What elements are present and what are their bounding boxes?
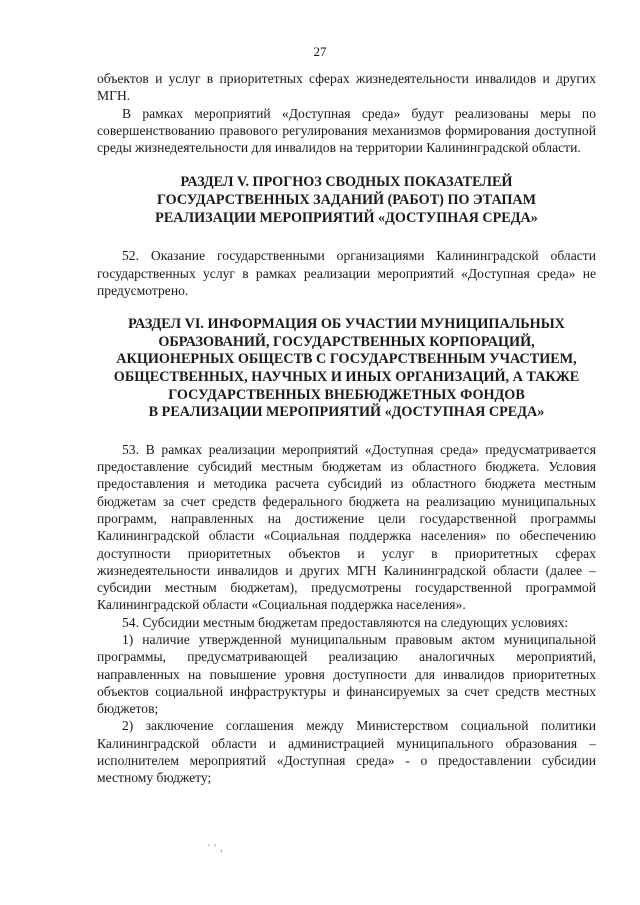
section-6-heading-line: АКЦИОНЕРНЫХ ОБЩЕСТВ С ГОСУДАРСТВЕННЫМ УЧАСТИЕМ, (116, 351, 577, 368)
section-5-heading-line: РАЗДЕЛ V. ПРОГНОЗ СВОДНЫХ ПОКАЗАТЕЛЕЙ (180, 174, 513, 191)
paragraph-continuation: объектов и услуг в приоритетных сферах жизнедеятельности инвалидов и других МГН. (97, 71, 596, 104)
scan-mark: ` ' , (207, 843, 224, 853)
paragraph-53: 53. В рамках реализации мероприятий «Доступная среда» предусматривается предоставление субсидий местным бюджетам из областного бюджета. Условия предоставления и методика расчета субсидий из областного бюджета местным бюджетам за счет средств федерального бюджета на реализацию муниципальных программ, направленных на достижение цели государственной программы Калининградской области «Социальная поддержка населения» по обеспечению доступности приоритетных объектов и услуг в приоритетных сферах жизнедеятельности инвалидов и других МГН Калининградской области (далее – субсидии местным бюджетам), предусмотрены государственной программой Калининградской области «Социальная поддержка населения». (97, 441, 596, 613)
section-5-heading-line: ГОСУДАРСТВЕННЫХ ЗАДАНИЙ (РАБОТ) ПО ЭТАПАМ (156, 192, 537, 209)
section-6-heading-line: ОБРАЗОВАНИЙ, ГОСУДАРСТВЕННЫХ КОРПОРАЦИЙ, (158, 333, 535, 350)
paragraph-52: 52. Оказание государственными организациями Калининградской области государственных услуг в рамках реализации мероприятий «Доступная среда» не предусмотрено. (97, 248, 596, 298)
page-number: 27 (313, 44, 327, 59)
section-6-heading-line: ОБЩЕСТВЕННЫХ, НАУЧНЫХ И ИНЫХ ОРГАНИЗАЦИЙ, А ТАКЖЕ (113, 368, 580, 385)
section-6-heading (97, 316, 596, 422)
paragraph-accessible-environment: В рамках мероприятий «Доступная среда» будут реализованы меры по совершенствованию правового регулирования механизмов формирования доступной среды жизнедеятельности для инвалидов на территории Калининградской области. (97, 105, 596, 156)
document-body (97, 70, 596, 787)
condition-1: 1) наличие утвержденной муниципальным правовым актом муниципальной программы, предусматривающей реализацию аналогичных мероприятий, направленных на повышение уровня доступности для инвалидов приоритетных объектов социальной инфраструктуры и финансируемых за счет средств местных бюджетов; (97, 631, 596, 717)
section-6-heading-line: В РЕАЛИЗАЦИИ МЕРОПРИЯТИЙ «ДОСТУПНАЯ СРЕДА» (148, 404, 545, 421)
section-6-heading-line: РАЗДЕЛ VI. ИНФОРМАЦИЯ ОБ УЧАСТИИ МУНИЦИПАЛЬНЫХ (128, 316, 565, 333)
paragraph-54: 54. Субсидии местным бюджетам предоставляются на следующих условиях: (122, 614, 569, 630)
section-5-heading (97, 174, 596, 227)
section-6-heading-line: ГОСУДАРСТВЕННЫХ ВНЕБЮДЖЕТНЫХ ФОНДОВ (168, 386, 525, 403)
condition-2: 2) заключение соглашения между Министерством социальной политики Калининградской области и администрацией муниципального образования – исполнителем мероприятий «Доступная среда» - о предоставлении субсидии местному бюджету; (97, 718, 596, 786)
section-5-heading-line: РЕАЛИЗАЦИИ МЕРОПРИЯТИЙ «ДОСТУПНАЯ СРЕДА» (155, 209, 538, 226)
